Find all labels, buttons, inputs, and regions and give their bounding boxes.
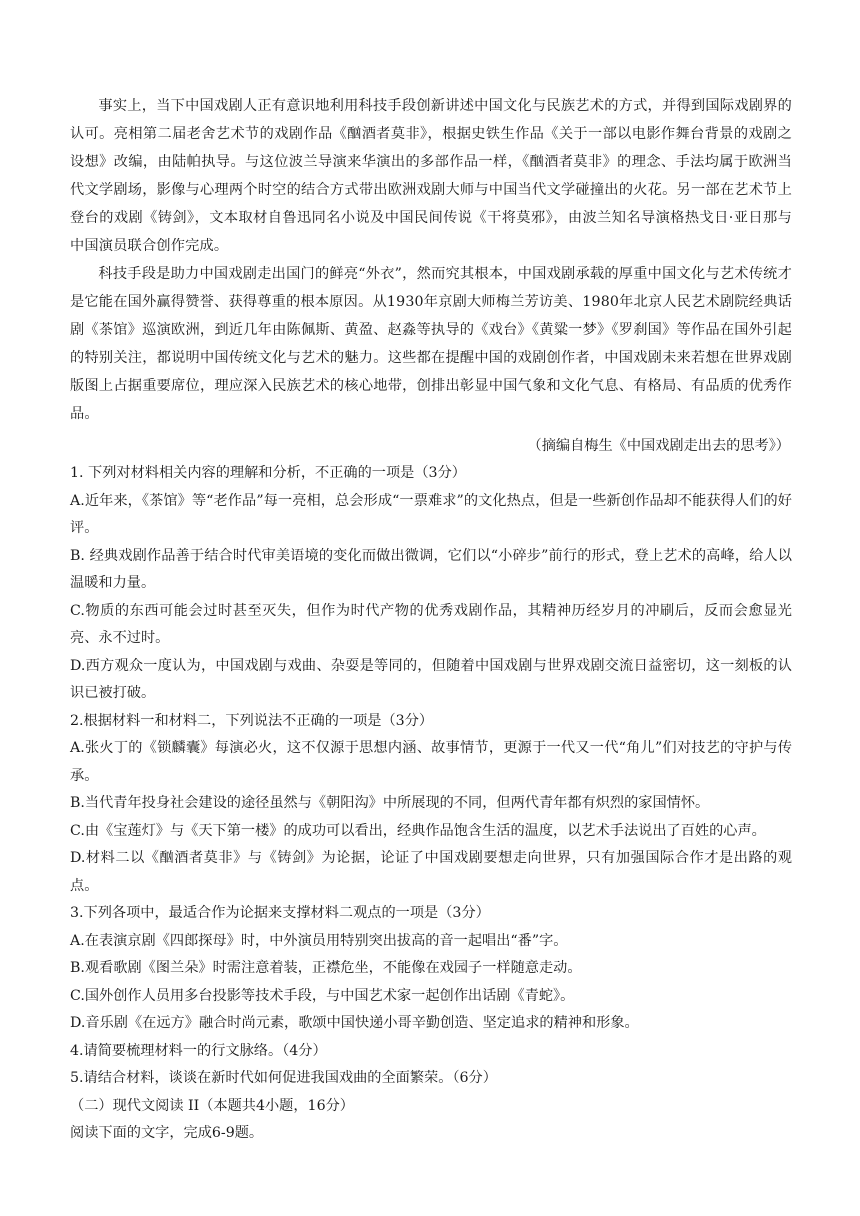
question-4	[70, 1038, 792, 1066]
option-b: B.当代青年投身社会建设的途径虽然与《朝阳沟》中所展现的不同，但两代青年都有炽烈的家国情怀。	[70, 795, 710, 811]
question-stem: 1. 下列对材料相关内容的理解和分析，不正确的一项是（3分）	[70, 465, 466, 481]
option-a: A.在表演京剧《四郎探母》时，中外演员用特别突出拔高的音一起唱出“番”字。	[70, 932, 568, 949]
question-stem: 3.下列各项中，最适合作为论据来支撑材料二观点的一项是（3分）	[70, 905, 490, 921]
option-c: C.由《宝莲灯》与《天下第一楼》的成功可以看出，经典作品饱含生活的温度，以艺术手法说出了百姓的心声。	[70, 822, 766, 839]
option-d: D.西方观众一度认为，中国戏剧与戏曲、杂耍是等同的，但随着中国戏剧与世界戏剧交流日益密切，这一刻板的认识已被打破。	[70, 657, 792, 701]
option-d: D.材料二以《酗酒者莫非》与《铸剑》为论据，论证了中国戏剧要想走向世界，只有加强国际合作才是出路的观点。	[70, 850, 792, 894]
question-3	[70, 900, 792, 1038]
passage-paragraph: 事实上，当下中国戏剧人正有意识地利用科技手段创新讲述中国文化与民族艺术的方式，并得到国际戏剧界的认可。亮相第二届老舍艺术节的戏剧作品《酗酒者莫非》，根据史铁生作品《关于一部以电影作舞台背景的戏剧之设想》改编，由陆帕执导。与这位波兰导演来华演出的多部作品一样，《酗酒者莫非》的理念、手法均属于欧洲当代文学剧场，影像与心理两个时空的结合方式带出欧洲戏剧大师与中国当代文学碰撞出的火花。另一部在艺术节上登台的戏剧《铸剑》，文本取材自鲁迅同名小说及中国民间传说《干将莫邪》，由波兰知名导演格热戈日·亚日那与中国演员联合创作完成。	[70, 98, 792, 254]
question-stem: 2.根据材料一和材料二，下列说法不正确的一项是（3分）	[70, 712, 434, 729]
question-stem: 4.请简要梳理材料一的行文脉络。（4分）	[70, 1042, 327, 1059]
passage-source: （摘编自梅生《中国戏剧走出去的思考》）	[527, 438, 790, 454]
question-2	[70, 708, 792, 901]
exam-page	[70, 92, 792, 1148]
question-stem: 5.请结合材料，谈谈在新时代如何促进我国戏曲的全面繁荣。（6分）	[70, 1070, 497, 1086]
reading-passage	[70, 92, 792, 460]
option-d: D.音乐剧《在远方》融合时尚元素，歌颂中国快递小哥辛勤创造、坚定追求的精神和形象。	[70, 1015, 639, 1031]
option-b: B.观看歌剧《图兰朵》时需注意着装，正襟危坐，不能像在戏园子一样随意走动。	[70, 960, 582, 976]
section-heading: （二）现代文阅读 II（本题共4小题，16分）	[70, 1097, 354, 1114]
question-1	[70, 460, 792, 708]
passage-paragraph: 科技手段是助力中国戏剧走出国门的鲜亮“外衣”，然而究其根本，中国戏剧承载的厚重中国文化与艺术传统才是它能在国外赢得赞誉、获得尊重的根本原因。从1930年京剧大师梅兰芳访美、1980年北京人民艺术剧院经典话剧《茶馆》巡演欧洲，到近几年由陈佩斯、黄盈、赵淼等执导的《戏台》《黄粱一梦》《罗刹国》等作品在国外引起的特别关注，都说明中国传统文化与艺术的魅力。这些都在提醒中国的戏剧创作者，中国戏剧未来若想在世界戏剧版图上占据重要席位，理应深入民族艺术的核心地带，创排出彰显中国气象和文化气息、有格局、有品质的优秀作品。	[70, 266, 792, 422]
question-5	[70, 1065, 792, 1093]
option-c: C.物质的东西可能会过时甚至灭失，但作为时代产物的优秀戏剧作品，其精神历经岁月的冲刷后，反而会愈显光亮、永不过时。	[70, 602, 792, 646]
option-b: B. 经典戏剧作品善于结合时代审美语境的变化而做出微调，它们以“小碎步”前行的形式，登上艺术的高峰，给人以温暖和力量。	[70, 547, 792, 591]
question-list	[70, 460, 792, 1093]
option-c: C.国外创作人员用多台投影等技术手段，与中国艺术家一起创作出话剧《青蛇》。	[70, 987, 575, 1004]
section-instruction: 阅读下面的文字，完成6-9题。	[70, 1125, 264, 1141]
option-a: A.张火丁的《锁麟囊》每演必火，这不仅源于思想内涵、故事情节，更源于一代又一代“角儿”们对技艺的守护与传承。	[70, 740, 792, 784]
option-a: A.近年来，《茶馆》等“老作品”每一亮相，总会形成“一票难求”的文化热点，但是一些新创作品却不能获得人们的好评。	[70, 492, 792, 536]
